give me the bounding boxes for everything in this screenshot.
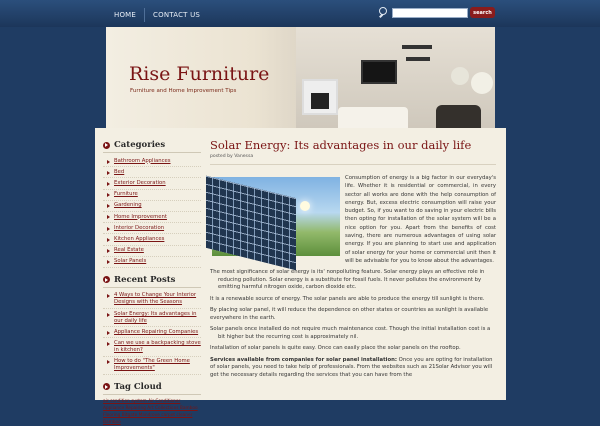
category-link[interactable]: Home Improvement xyxy=(103,212,201,223)
services-text: Once you are opting for installation of solar panels, you need to take help of professionals. From the websites such as 21Solar Advisor you will get the necessary details regarding the services that you can have from the xyxy=(210,356,493,378)
sofa-image xyxy=(338,107,408,128)
post-intro-paragraph: Consumption of energy is a big factor in our everyday's life. Whether it is residential or commercial, in every sector all works are done with the help consumption of energy. But, excess electric consumption will raise your budget. So, if you want to do saving in your electric bills then opting for installation of the solar system will be a nice option for you. Apart from the benefits of cost saving, there are numerous advantages of using solar energy. If you are planning to start use and application of solar energy for your home or commercial unit then it will be advisable for you to know about the advantages. xyxy=(345,175,496,264)
post-paragraph: Solar panels once installed do not require much maintenance cost. Though the initial installation cost is a bit higher but the recurring cost is approximately nil. xyxy=(210,326,491,340)
wall-shelf xyxy=(402,45,432,49)
top-navigation-bar xyxy=(0,0,600,27)
fireplace-image xyxy=(302,79,338,115)
television-image xyxy=(361,60,397,84)
post-body xyxy=(210,174,496,379)
tag-cloud-title: Tag Cloud xyxy=(114,381,162,392)
categories-heading xyxy=(103,140,201,153)
post-paragraph: The most significance of solar energy is its' nonpolluting feature. Solar energy plays an effective role in reducing pollution. Solar energy is a substitute for fossil fuels. It never pollutes the environment by emitting harmful nitrogen oxide, carbon dioxide etc. xyxy=(210,269,485,291)
armchair-image xyxy=(436,105,481,128)
recent-post-link[interactable]: 4 Ways to Change Your Interior Designs with the Seasons xyxy=(103,291,201,309)
wall-shelf xyxy=(406,57,430,61)
post-paragraph: By placing solar panel, it will reduce the dependence on other states or countries as sunlight is available everywhere in the earth. xyxy=(210,307,489,321)
post-meta: posted by Vanessa xyxy=(210,154,496,165)
category-link[interactable]: Interior Decoration xyxy=(103,223,201,234)
arrow-bullet-icon xyxy=(103,276,110,283)
recent-posts-heading xyxy=(103,275,201,288)
category-link[interactable]: Bed xyxy=(103,167,201,178)
recent-post-link[interactable]: How to do "The Green Home Improvements" xyxy=(103,357,201,375)
search-button[interactable]: search xyxy=(470,7,495,18)
post-services-paragraph xyxy=(210,357,496,380)
category-link[interactable]: Solar Panels xyxy=(103,257,201,268)
sidebar xyxy=(103,140,201,426)
post-title[interactable]: Solar Energy: Its advantages in our daily life xyxy=(210,138,472,152)
recent-posts-list xyxy=(103,291,201,375)
main-nav xyxy=(106,7,208,23)
tag-cloud-links[interactable]: air condition system Air Conditioner Appliance Repairing Art Collections Bamboo Flooring Bitgate Mandrove carpet cleaner Bamboo xyxy=(103,398,198,425)
lamp-image xyxy=(451,67,469,85)
post-paragraph: Installation of solar panels is quite easy. Once can easily place the solar panels on the rooftop. xyxy=(210,345,461,352)
site-tagline: Furniture and Home Improvement Tips xyxy=(130,88,237,94)
main-content xyxy=(210,138,496,379)
page-body xyxy=(95,128,506,425)
categories-list xyxy=(103,156,201,268)
recent-posts-title: Recent Posts xyxy=(114,274,176,285)
site-title[interactable]: Rise Furniture xyxy=(129,63,270,85)
recent-post-link[interactable]: Solar Energy: Its advantages in our daily life xyxy=(103,309,201,327)
category-link[interactable]: Exterior Decoration xyxy=(103,178,201,189)
nav-contact-link[interactable]: CONTACT US xyxy=(153,11,201,19)
category-link[interactable]: Real Estate xyxy=(103,246,201,257)
category-link[interactable]: Bathroom Appliances xyxy=(103,156,201,167)
category-link[interactable]: Gardening xyxy=(103,201,201,212)
post-paragraph: It is a renewable source of energy. The solar panels are able to produce the energy till sunlight is there. xyxy=(210,295,485,302)
sun-graphic xyxy=(300,201,310,211)
arrow-bullet-icon xyxy=(103,383,110,390)
category-link[interactable]: Furniture xyxy=(103,190,201,201)
recent-post-link[interactable]: Can we use a backpacking stove in kitchen? xyxy=(103,338,201,356)
services-heading: Services available from companies for solar panel installation: xyxy=(210,356,397,363)
tag-cloud-heading xyxy=(103,382,201,395)
solar-panel-image xyxy=(212,177,340,256)
search-icon xyxy=(378,7,389,18)
arrow-bullet-icon xyxy=(103,142,110,149)
categories-title: Categories xyxy=(114,140,166,150)
site-header-banner xyxy=(106,27,495,128)
lamp-image xyxy=(471,72,493,94)
recent-post-link[interactable]: Appliance Repairing Companies xyxy=(103,327,201,338)
category-link[interactable]: Kitchen Appliances xyxy=(103,234,201,245)
nav-home-link[interactable]: HOME xyxy=(114,11,137,19)
search-form xyxy=(378,7,495,18)
solar-panel-graphic xyxy=(206,176,296,270)
search-input[interactable] xyxy=(392,8,468,18)
